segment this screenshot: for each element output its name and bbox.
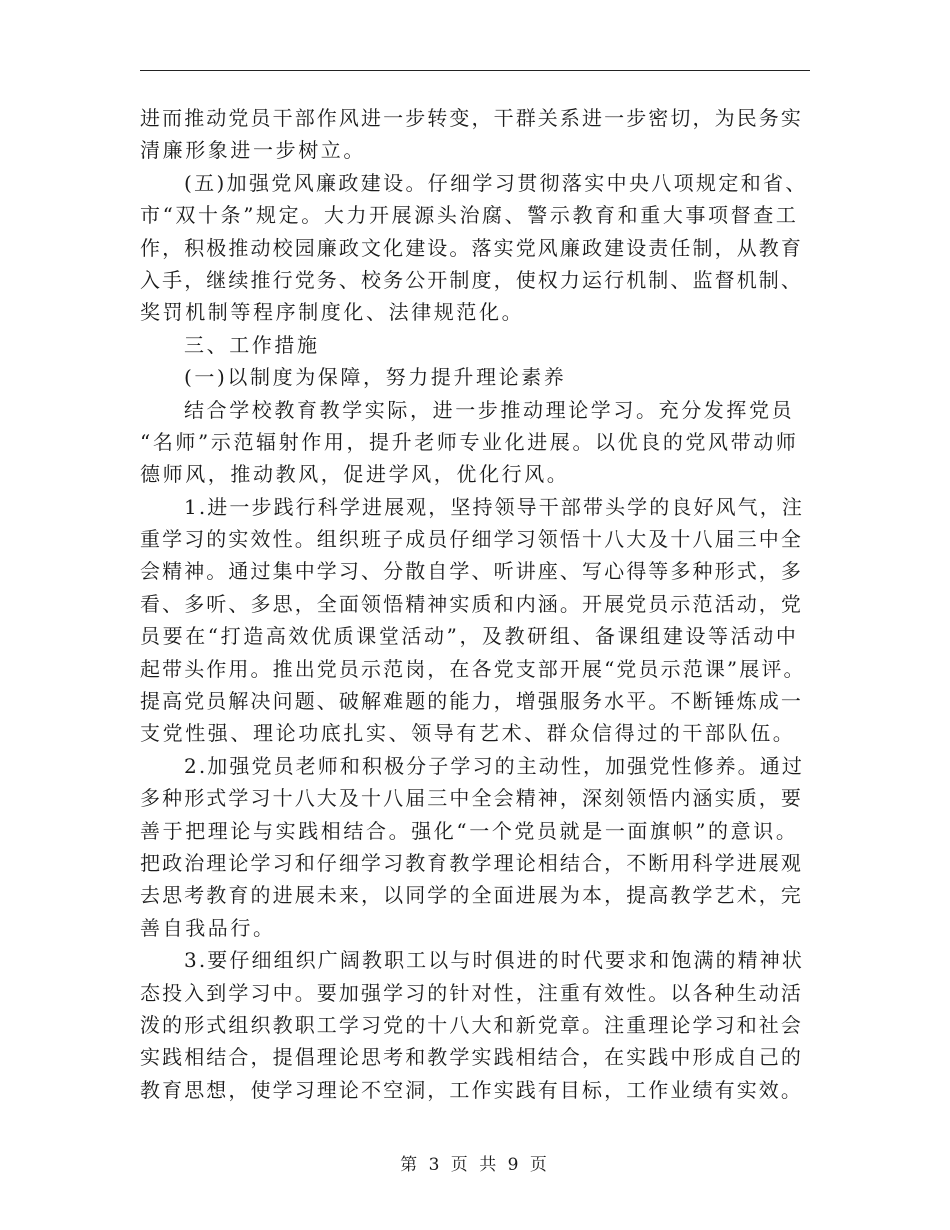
text-line: 入手，继续推行党务、校务公开制度，使权力运行机制、监督机制、 xyxy=(140,267,803,292)
text-line: 会精神。通过集中学习、分散自学、听讲座、写心得等多种形式，多 xyxy=(140,559,803,584)
text-line: (五)加强党风廉政建设。仔细学习贯彻落实中央八项规定和省、 xyxy=(184,170,808,195)
text-line: 善于把理论与实践相结合。强化“一个党员就是一面旗帜”的意识。 xyxy=(140,818,799,843)
text-line: 1.进一步践行科学进展观，坚持领导干部带头学的良好风气，注 xyxy=(184,494,804,519)
text-line: 市“双十条”规定。大力开展源头治腐、警示教育和重大事项督查工 xyxy=(140,203,799,228)
text-line: 支党性强、理论功底扎实、领导有艺术、群众信得过的干部队伍。 xyxy=(140,721,796,746)
text-line: 三、工作措施 xyxy=(184,332,320,357)
text-line: 态投入到学习中。要加强学习的针对性，注重有效性。以各种生动活 xyxy=(140,980,803,1005)
text-line: (一)以制度为保障，努力提升理论素养 xyxy=(184,365,567,390)
text-line: 重学习的实效性。组织班子成员仔细学习领悟十八大及十八届三中全 xyxy=(140,527,803,552)
text-line: 3.要仔细组织广阔教职工以与时俱进的时代要求和饱满的精神状 xyxy=(184,948,804,973)
text-line: 看、多听、多思，全面领悟精神实质和内涵。开展党员示范活动，党 xyxy=(140,591,803,616)
page-number: 第 3 页 共 9 页 xyxy=(400,1155,550,1175)
text-line: 提高党员解决问题、破解难题的能力，增强服务水平。不断锤炼成一 xyxy=(140,689,803,714)
text-line: 奖罚机制等程序制度化、法律规范化。 xyxy=(140,300,525,325)
text-line: 去思考教育的进展未来，以同学的全面进展为本，提高教学艺术，完 xyxy=(140,883,803,908)
text-line: 德师风，推动教风，促进学风，优化行风。 xyxy=(140,462,570,487)
text-line: 教育思想，使学习理论不空洞，工作实践有目标，工作业绩有实效。 xyxy=(140,1077,803,1102)
document-body xyxy=(140,102,810,1106)
text-line: 2.加强党员老师和积极分子学习的主动性，加强党性修养。通过 xyxy=(184,753,804,778)
text-line: 起带头作用。推出党员示范岗，在各党支部开展“党员示范课”展评。 xyxy=(140,656,806,681)
text-line: 进而推动党员干部作风进一步转变，干群关系进一步密切，为民务实 xyxy=(140,106,803,130)
text-line: 把政治理论学习和仔细学习教育教学理论相结合，不断用科学进展观 xyxy=(140,850,803,875)
text-line: “名师”示范辐射作用，提升老师专业化进展。以优良的党风带动师 xyxy=(140,429,799,454)
text-line: 作，积极推动校园廉政文化建设。落实党风廉政建设责任制，从教育 xyxy=(140,235,803,260)
text-line: 泼的形式组织教职工学习党的十八大和新党章。注重理论学习和社会 xyxy=(140,1012,803,1037)
text-line: 实践相结合，提倡理论思考和教学实践相结合，在实践中形成自己的 xyxy=(140,1045,803,1070)
text-line: 清廉形象进一步树立。 xyxy=(140,138,366,163)
text-line: 结合学校教育教学实际，进一步推动理论学习。充分发挥党员 xyxy=(184,397,795,422)
text-line: 员要在“打造高效优质课堂活动”，及教研组、备课组建设等活动中 xyxy=(140,624,799,649)
header-rule xyxy=(140,70,810,71)
text-line: 善自我品行。 xyxy=(140,915,276,940)
text-line: 多种形式学习十八大及十八届三中全会精神，深刻领悟内涵实质，要 xyxy=(140,786,803,811)
